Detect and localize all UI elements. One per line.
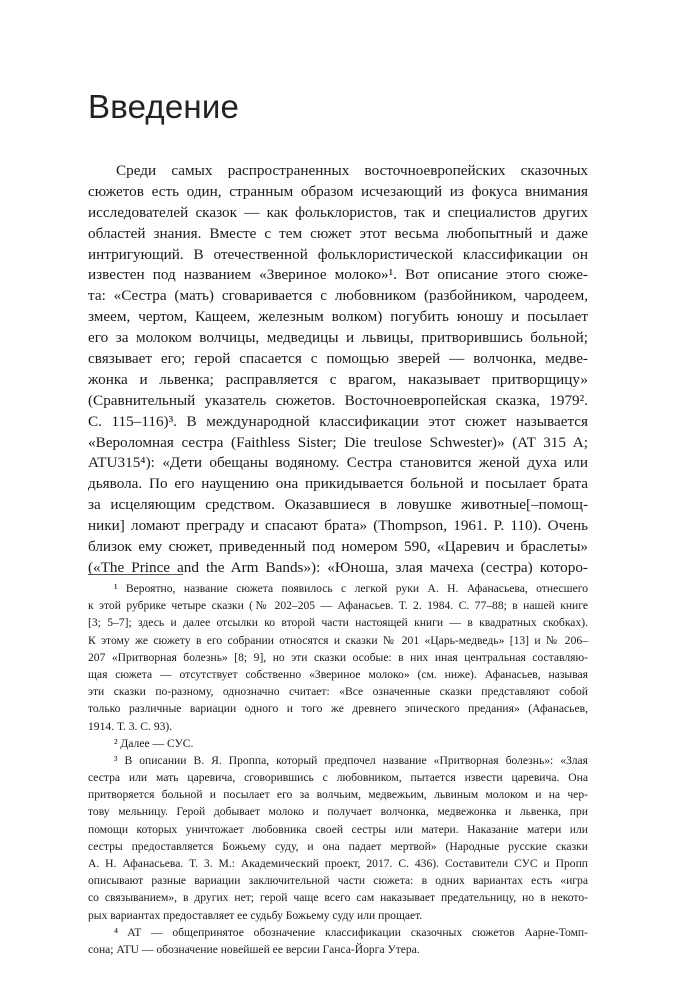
footnote-line: помощи которых уничтожает любовника своей сестры или матери. Наказание матери или [88, 822, 588, 836]
footnote-line: сестры предоставляется Божьему суду, и она падает мертвой» (Народные русские сказки [88, 839, 588, 853]
body-line: «Вероломная сестра (Faithless Sister; Die treulose Schwester)» (AT 315 A; [88, 433, 588, 451]
footnote-line: 207 «Притворная болезнь» [8; 9], но эти сказки особые: в них иная центральная составляю- [88, 650, 588, 664]
footnote-line: сестра или мать царевича, сговорившись с любовником, пытается извести царевича. Она [88, 771, 588, 785]
body-line: жонка и львенка; расправляется с врагом, наказывает притворщицу» [88, 370, 588, 388]
body-line: известен под названием «Звериное молоко»¹. Вот описание этого сюже- [88, 266, 588, 284]
footnote-line: К этому же сюжету в его собрании относятся и сказки № 201 «Царь-медведь» [13] и № 206– [88, 633, 588, 647]
body-line: ники] ломают преграду и спасают брата» (Thompson, 1961. P. 110). Очень [88, 517, 588, 535]
body-line: за исцеляющим средством. Оказавшиеся в ловушке животные[–помощ- [88, 496, 588, 514]
body-line: исследователей сказок — как фольклористов, так и специалистов других [88, 203, 588, 221]
footnote-line: ⁴ AT — общепринятое обозначение классификации сказочных сюжетов Аарне-Томп- [114, 925, 588, 939]
footnote-line: 1914. Т. 3. С. 93). [88, 719, 173, 733]
footnote-line: А. Н. Афанасьева. Т. 3. М.: Академический проект, 2017. С. 436). Составители СУС и Пропп [88, 857, 588, 870]
footnotes [88, 580, 588, 958]
footnote-line: ³ В описании В. Я. Проппа, который предпочел название «Притворная болезнь»: «Злая [114, 753, 588, 767]
body-line: его за молоком волчицы, медведицы и львицы, притворившись больной; [88, 329, 588, 347]
footnote-line: щая сюжета — отсутствует собственно «Звериное молоко» (см. ниже). Афанасьев, называя [88, 667, 588, 681]
footnote-line: рых вариантах предоставляет ее судьбу Божьему суду или прощает. [88, 908, 423, 922]
footnote-line: [3; 5–7]; здесь и далее отсылки ко второй части настоящей книги — в квадратных скобках). [88, 616, 588, 630]
body-line: сюжетов есть один, странным образом исчезающий из фокуса внимания [88, 182, 588, 200]
body-line: связывает его; герой спасается с помощью зверей — волчонка, медве- [88, 350, 588, 368]
footnote-line: эти сказки по-разному, однозначно считает: «Все означенные сказки представляют собой [88, 685, 588, 699]
body-line: («The Prince and the Arm Bands»): «Юноша, злая мачеха (сестра) которо- [88, 558, 588, 576]
body-line: змеем, чертом, Кащеем, железным волком) погубить юношу и посылает [88, 308, 588, 326]
body-line: Среди самых распространенных восточноевропейских сказочных [116, 162, 588, 179]
footnote-line: со связыванием», в других нет; герой чаще всего сам наказывает предательницу, но в некото- [88, 891, 588, 905]
footnote-line: ² Далее — СУС. [114, 736, 194, 750]
body-line: ATU315⁴): «Дети обещаны водяному. Сестра становится женой духа или [88, 454, 588, 472]
footnote-line: тову мельницу. Герой добывает молоко и получает волчонка, медвежонка и львенка, при [88, 805, 588, 819]
body-line: С. 115–116)³. В международной классификации этот сюжет называется [88, 412, 588, 430]
footnote-line: только различные вариации одного и того же древнего эпического предания» (Афанасьев, [88, 702, 588, 716]
footnote-line: к этой рубрике четыре сказки (№ 202–205 — Афанасьев. Т. 2. 1984. С. 77–88; в нашей книге [88, 599, 588, 613]
footnote-line: притворяется больной и посылает его за волчьим, медвежьим, львиным молоком и на чер- [88, 788, 588, 802]
chapter-title: Введение [88, 88, 240, 125]
main-text [88, 161, 588, 579]
footnote-line: описывают разные вариации заключительной части сюжета: в одних вариантах есть «игра [88, 874, 588, 888]
body-line: дьявола. По его наущению она прикидывается больной и посылает брата [88, 475, 588, 493]
body-line: областей знания. Вместе с тем сюжет этот весьма любопытный и даже [88, 224, 588, 242]
footnote-separator [88, 574, 183, 575]
body-line: интригующий. В отечественной фольклористической классификации он [88, 245, 588, 263]
footnote-line: ¹ Вероятно, название сюжета появилось с легкой руки А. Н. Афанасьева, отнесшего [114, 582, 588, 595]
footnote-line: сона; ATU — обозначение новейшей ее версии Ганса-Йорга Утера. [88, 942, 420, 956]
body-line: та: «Сестра (мать) сговаривается с любовником (разбойником, чародеем, [88, 287, 588, 305]
body-line: близок ему сюжет, приведенный под номером 590, «Царевич и браслеты» [88, 538, 588, 556]
body-line: (Сравнительный указатель сюжетов. Восточноевропейская сказка, 1979². [88, 391, 588, 409]
